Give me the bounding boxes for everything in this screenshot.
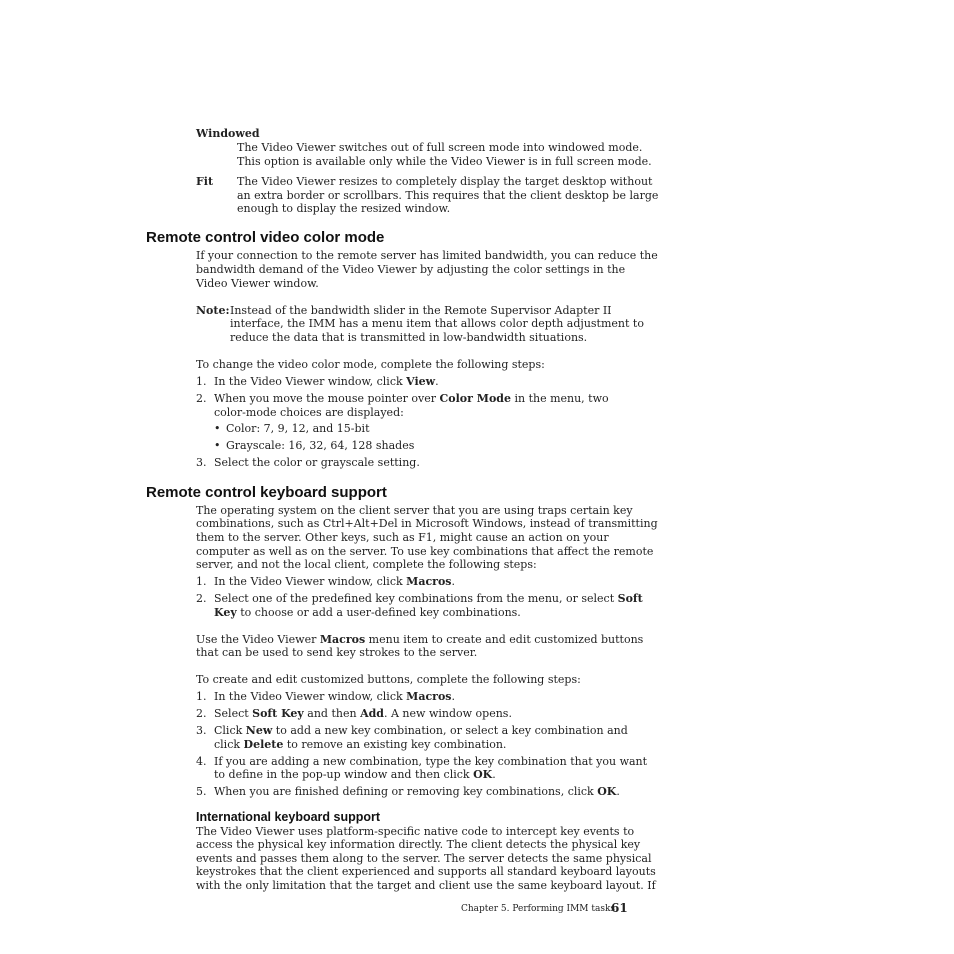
paragraph-line: them to the server. Other keys, such as F1, might cause an action on your xyxy=(196,531,609,544)
paragraph-line: server, and not the local client, complete the following steps: xyxy=(196,558,537,571)
step-text: If you are adding a new combination, type the key combination that you want xyxy=(214,755,648,768)
paragraph-line: access the physical key information directly. The client detects the physical key xyxy=(196,838,641,851)
step-text: In the Video Viewer window, click View. xyxy=(214,375,439,388)
step-text-line2: click Delete to remove an existing key combination. xyxy=(214,738,507,751)
note-line: interface, the IMM has a menu item that allows color depth adjustment to xyxy=(230,317,644,330)
option-desc-windowed-line2: This option is available only while the Video Viewer is in full screen mode. xyxy=(237,155,652,168)
option-desc-fit-line2: an extra border or scrollbars. This requires that the client desktop be large xyxy=(237,189,659,202)
section-heading-keyboard-support: Remote control keyboard support xyxy=(146,484,387,501)
step-number: 2. xyxy=(196,707,207,720)
paragraph-line: The operating system on the client server that you are using traps certain key xyxy=(196,504,633,517)
step-number: 2. xyxy=(196,592,207,605)
paragraph-line: If your connection to the remote server has limited bandwidth, you can reduce the xyxy=(196,249,658,262)
paragraph-line: bandwidth demand of the Video Viewer by adjusting the color settings in the xyxy=(196,263,626,276)
step-number: 1. xyxy=(196,375,207,388)
step-text: Click New to add a new key combination, or select a key combination and xyxy=(214,724,628,737)
paragraph-line: computer as well as on the server. To use key combinations that affect the remote xyxy=(196,545,654,558)
note-line: Instead of the bandwidth slider in the Remote Supervisor Adapter II xyxy=(230,304,612,317)
subsection-heading-international-keyboard: International keyboard support xyxy=(196,810,381,824)
note-line: reduce the data that is transmitted in low-bandwidth situations. xyxy=(230,331,588,344)
footer-chapter: Chapter 5. Performing IMM tasks xyxy=(461,904,616,914)
steps-intro: To change the video color mode, complete the following steps: xyxy=(196,358,545,371)
paragraph-line: keystrokes that the client experienced and supports all standard keyboard layouts xyxy=(196,865,656,878)
step-number: 1. xyxy=(196,690,207,703)
paragraph-line: combinations, such as Ctrl+Alt+Del in Microsoft Windows, instead of transmitting xyxy=(196,517,658,530)
bullet-icon: • xyxy=(214,422,221,435)
bullet-item: Color: 7, 9, 12, and 15-bit xyxy=(226,422,370,435)
paragraph-line: events and passes them along to the server. The server detects the same physical xyxy=(196,852,652,865)
step-text: Select Soft Key and then Add. A new window opens. xyxy=(214,707,512,720)
steps-intro: To create and edit customized buttons, complete the following steps: xyxy=(196,673,581,686)
step-text: In the Video Viewer window, click Macros. xyxy=(214,575,455,588)
option-desc-fit-line1: The Video Viewer resizes to completely display the target desktop without xyxy=(237,175,653,188)
step-text: Select one of the predefined key combinations from the menu, or select Soft xyxy=(214,592,643,605)
step-number: 1. xyxy=(196,575,207,588)
step-number: 2. xyxy=(196,392,207,405)
paragraph-line: that can be used to send key strokes to the server. xyxy=(196,646,478,659)
step-text: When you are finished defining or removing key combinations, click OK. xyxy=(214,785,620,798)
step-text-line2: Key to choose or add a user-defined key combinations. xyxy=(214,606,521,619)
step-number: 5. xyxy=(196,785,207,798)
page-number: 61 xyxy=(611,901,628,915)
option-term-fit: Fit xyxy=(196,175,214,188)
step-text-line2: to define in the pop-up window and then click OK. xyxy=(214,768,496,781)
option-desc-fit-line3: enough to display the resized window. xyxy=(237,202,451,215)
paragraph-line: with the only limitation that the target and client use the same keyboard layout. If xyxy=(196,879,656,892)
step-text: Select the color or grayscale setting. xyxy=(214,456,420,469)
step-number: 3. xyxy=(196,456,207,469)
note-label: Note: xyxy=(196,304,230,317)
step-number: 4. xyxy=(196,755,207,768)
paragraph-line: Video Viewer window. xyxy=(196,277,319,290)
step-text: In the Video Viewer window, click Macros. xyxy=(214,690,455,703)
bullet-icon: • xyxy=(214,439,221,452)
paragraph-line: Use the Video Viewer Macros menu item to create and edit customized buttons xyxy=(196,633,644,646)
section-heading-video-color-mode: Remote control video color mode xyxy=(146,229,385,246)
paragraph-line: The Video Viewer uses platform-specific native code to intercept key events to xyxy=(196,825,635,838)
step-text-line2: color-mode choices are displayed: xyxy=(214,406,404,419)
option-desc-windowed-line1: The Video Viewer switches out of full screen mode into windowed mode. xyxy=(237,141,643,154)
step-number: 3. xyxy=(196,724,207,737)
option-term-windowed: Windowed xyxy=(196,127,260,140)
bullet-item: Grayscale: 16, 32, 64, 128 shades xyxy=(226,439,415,452)
step-text: When you move the mouse pointer over Color Mode in the menu, two xyxy=(214,392,609,405)
